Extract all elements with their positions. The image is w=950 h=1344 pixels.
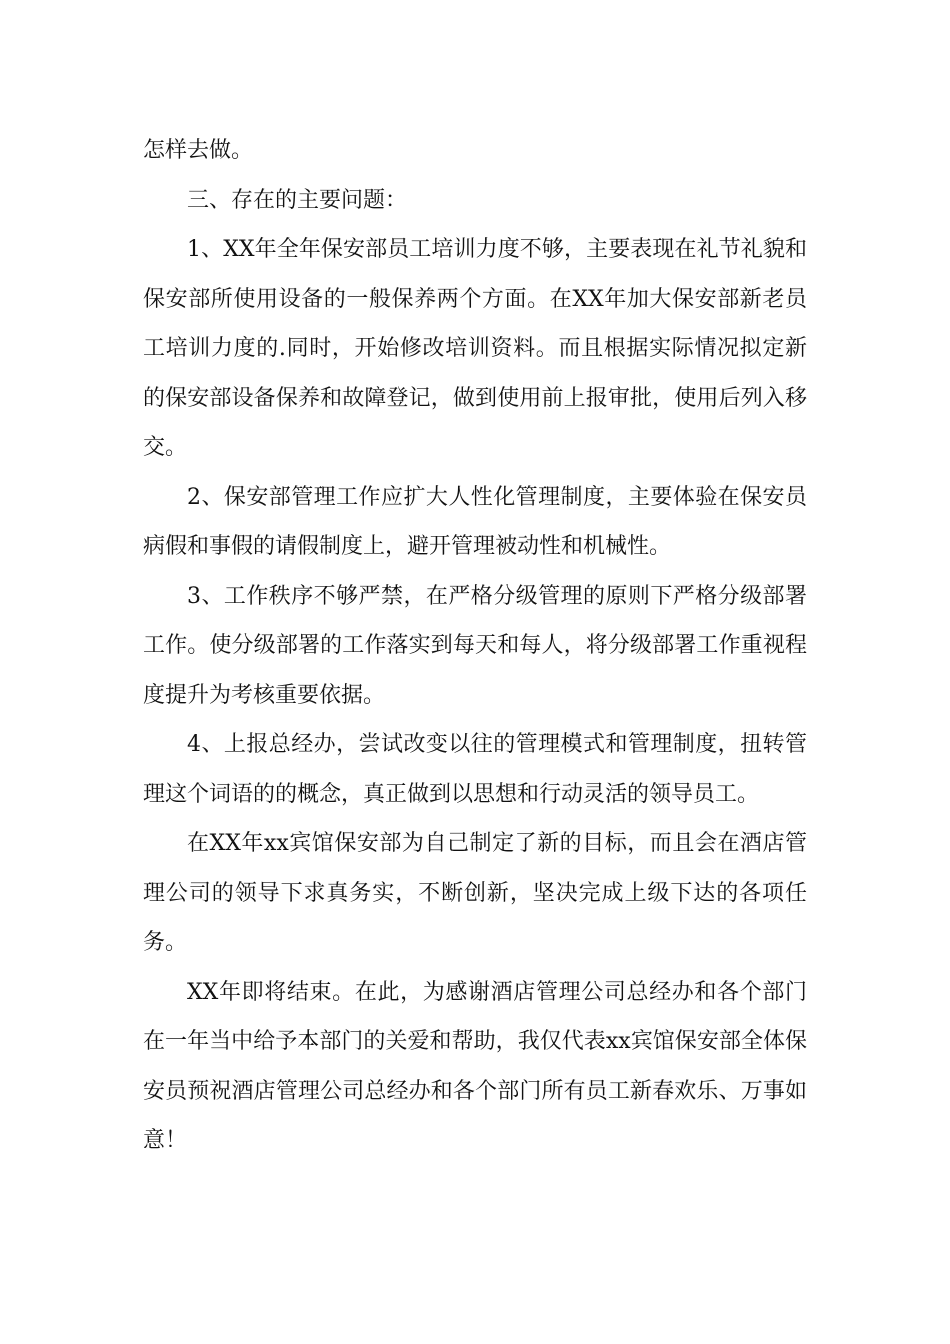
paragraph-goals: 在XX年xx宾馆保安部为自己制定了新的目标，而且会在酒店管理公司的领导下求真务实，不断创新，坚决完成上级下达的各项任务。 [143, 831, 807, 955]
paragraph-closing: XX年即将结束。在此，为感谢酒店管理公司总经办和各个部门在一年当中给予本部门的关爱和帮助，我仅代表xx宾馆保安部全体保安员预祝酒店管理公司总经办和各个部门所有员工新春欢乐、万事如意！ [143, 979, 807, 1153]
paragraph-problem-3: 3、工作秩序不够严禁，在严格分级管理的原则下严格分级部署工作。使分级部署的工作落实到每天和每人，将分级部署工作重视程度提升为考核重要依据。 [143, 583, 807, 708]
paragraph-problem-4: 4、上报总经办，尝试改变以往的管理模式和管理制度，扭转管理这个词语的的概念，真正做到以思想和行动灵活的领导员工。 [143, 732, 807, 807]
paragraph-problem-2: 2、保安部管理工作应扩大人性化管理制度，主要体验在保安员病假和事假的请假制度上，避开管理被动性和机械性。 [143, 484, 807, 559]
document-body [143, 126, 807, 1166]
paragraph-problem-1: 1、XX年全年保安部员工培训力度不够，主要表现在礼节礼貌和保安部所使用设备的一般保养两个方面。在XX年加大保安部新老员工培训力度的.同时，开始修改培训资料。而且根据实际情况拟定新的保安部设备保养和故障登记，做到使用前上报审批，使用后列入移交。 [143, 237, 807, 460]
section-heading-problems: 三、存在的主要问题： [187, 187, 408, 213]
paragraph-continuation: 怎样去做。 [143, 138, 254, 163]
